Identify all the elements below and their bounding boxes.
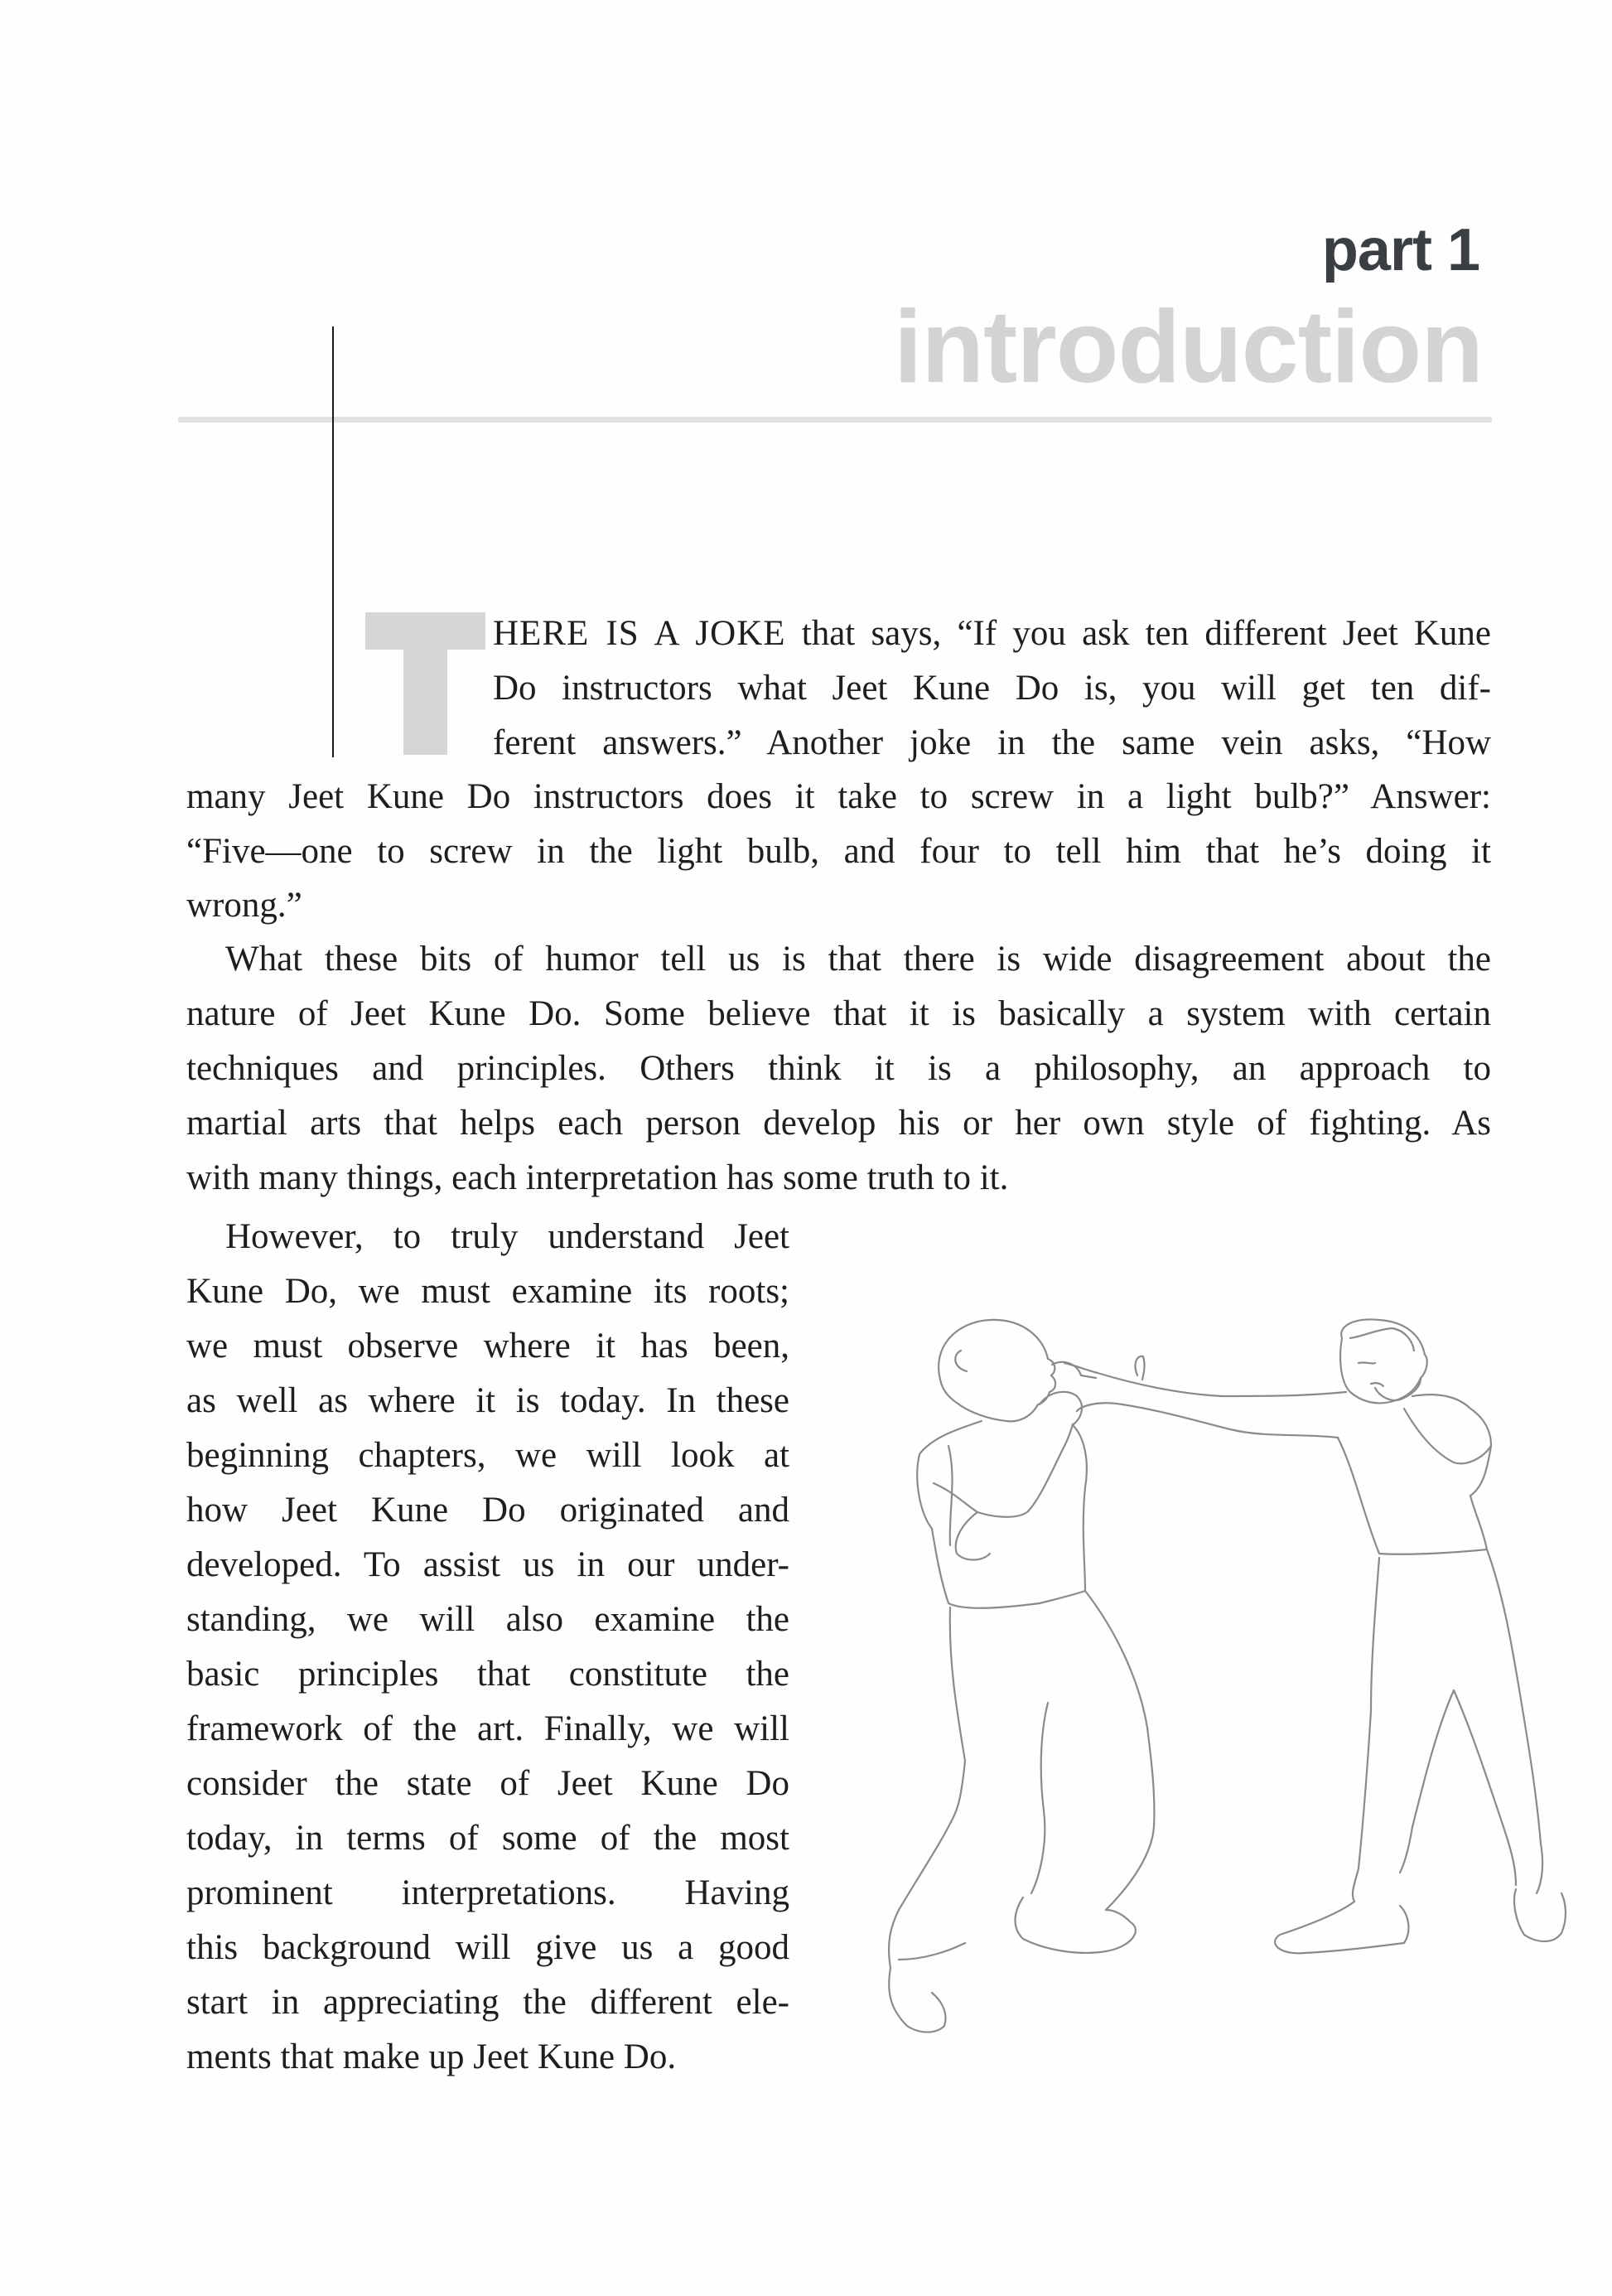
part-title: introduction: [893, 290, 1483, 404]
paragraph-3-line-5: beginning chapters, we will look at: [186, 1436, 789, 1475]
paragraph-3-line-15: start in appreciating the different ele-: [186, 1983, 789, 2022]
drop-cap-stem: [403, 650, 447, 755]
paragraph-2-line-3: techniques and principles. Others think it is a philosophy, an approach to: [186, 1049, 1491, 1088]
paragraph-1-line-4: many Jeet Kune Do instructors does it take to screw in a light bulb?” Answer:: [186, 777, 1491, 816]
paragraph-1-line-6: wrong.”: [186, 886, 302, 925]
line-drawing-icon: [874, 1313, 1570, 2088]
paragraph-3-line-6: how Jeet Kune Do originated and: [186, 1491, 789, 1530]
paragraph-3-line-13: prominent interpretations. Having: [186, 1873, 789, 1912]
drop-cap-t: [365, 612, 485, 755]
paragraph-3-line-12: today, in terms of some of the most: [186, 1819, 789, 1858]
line-text: that says, “If you ask ten different Jeet Kune: [785, 614, 1492, 653]
paragraph-3-line-4: as well as where it is today. In these: [186, 1381, 789, 1420]
sparring-figures-illustration: [874, 1313, 1570, 2088]
paragraph-1-line-5: “Five—one to screw in the light bulb, and four to tell him that he’s doing it: [186, 832, 1491, 871]
title-rule-divider: [178, 417, 1492, 423]
paragraph-3-line-10: framework of the art. Finally, we will: [186, 1709, 789, 1748]
paragraph-3-line-7: developed. To assist us in our under-: [186, 1545, 789, 1584]
part-label: part 1: [1321, 217, 1479, 283]
paragraph-3-line-8: standing, we will also examine the: [186, 1600, 789, 1639]
paragraph-3-line-1: However, to truly understand Jeet: [225, 1217, 789, 1256]
paragraph-2-line-1: What these bits of humor tell us is that there is wide disagreement about the: [225, 940, 1491, 979]
vertical-rule-divider: [332, 326, 334, 757]
paragraph-2-line-5: with many things, each interpretation has some truth to it.: [186, 1158, 1009, 1197]
paragraph-1-line-3: ferent answers.” Another joke in the same vein asks, “How: [493, 723, 1491, 762]
drop-cap-bar: [365, 612, 485, 650]
paragraph-1-line-2: Do instructors what Jeet Kune Do is, you will get ten dif-: [493, 669, 1491, 708]
paragraph-3-line-2: Kune Do, we must examine its roots;: [186, 1272, 789, 1311]
lead-in-small-caps: HERE IS A JOKE: [493, 614, 786, 653]
paragraph-3-line-9: basic principles that constitute the: [186, 1655, 789, 1694]
paragraph-3-line-3: we must observe where it has been,: [186, 1327, 789, 1366]
paragraph-2-line-4: martial arts that helps each person develop his or her own style of fighting. As: [186, 1104, 1491, 1143]
paragraph-3-line-11: consider the state of Jeet Kune Do: [186, 1764, 789, 1803]
paragraph-3-line-14: this background will give us a good: [186, 1928, 789, 1967]
paragraph-2-line-2: nature of Jeet Kune Do. Some believe that it is basically a system with certain: [186, 994, 1491, 1033]
paragraph-3-line-16: ments that make up Jeet Kune Do.: [186, 2037, 677, 2076]
paragraph-1-line-1: [493, 613, 1491, 655]
